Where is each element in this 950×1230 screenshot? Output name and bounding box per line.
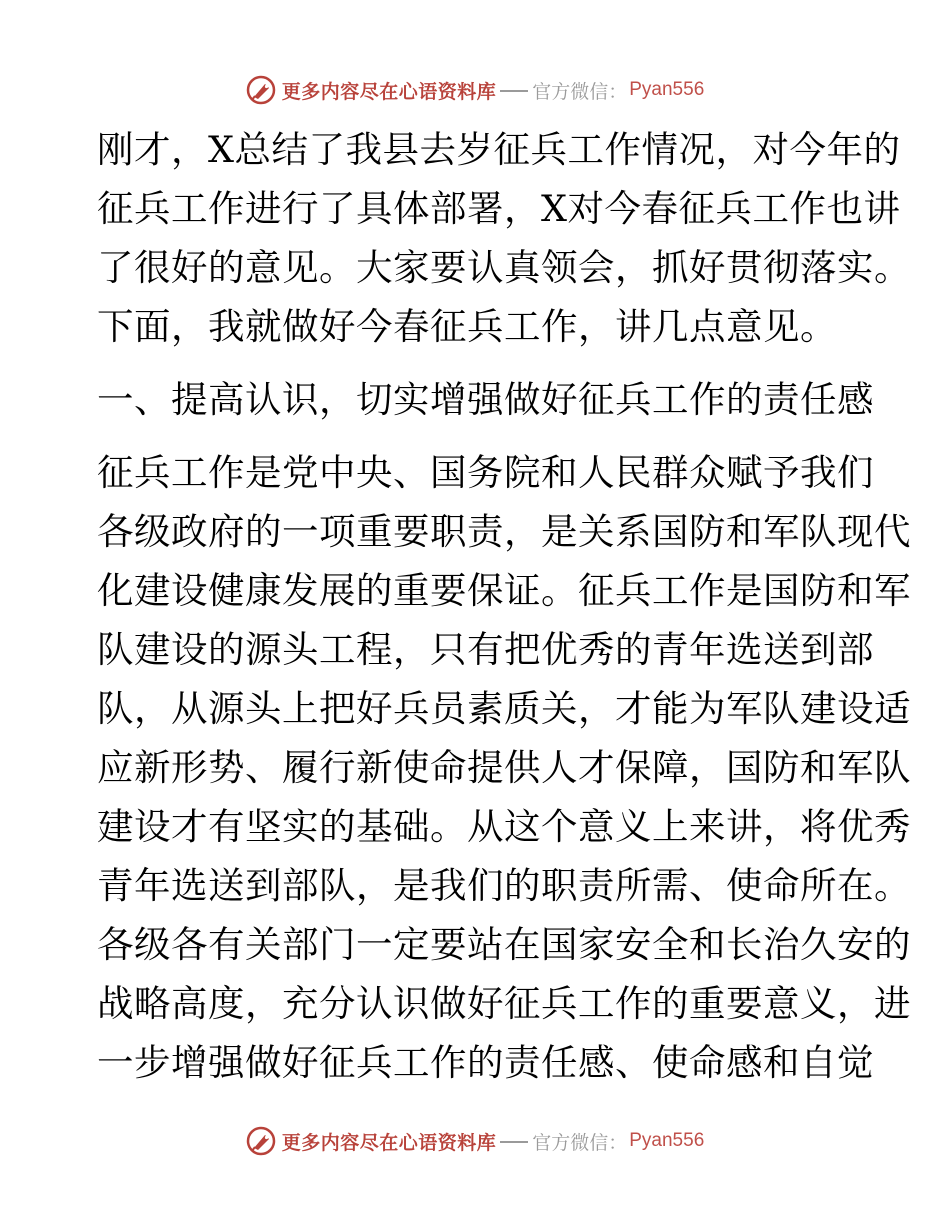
text-line: 一步增强做好征兵工作的责任感、使命感和自觉 [97, 1041, 874, 1084]
header-watermark [0, 70, 950, 110]
text-line: 征兵工作进行了具体部署，X对今春征兵工作也讲 [97, 187, 901, 230]
spacer [97, 356, 857, 370]
pen-nib-logo-icon [246, 1126, 276, 1156]
text-line: 队建设的源头工程，只有把优秀的青年选送到部 [97, 628, 874, 671]
text-line: 了很好的意见。大家要认真领会，抓好贯彻落实。 [97, 246, 911, 289]
text-line: 队，从源头上把好兵员素质关，才能为军队建设适 [97, 687, 911, 730]
spacer [97, 429, 857, 443]
intro-paragraph [97, 120, 911, 356]
watermark-wechat-label: 官方微信： [532, 1131, 628, 1154]
text-line: 战略高度，充分认识做好征兵工作的重要意义，进 [97, 982, 911, 1025]
section-heading: 一、提高认识，切实增强做好征兵工作的责任感 [97, 378, 874, 421]
text-line: 建设才有坚实的基础。从这个意义上来讲，将优秀 [97, 805, 911, 848]
watermark-wechat-id: Pyan556 [629, 79, 705, 100]
body-paragraph [97, 443, 911, 1092]
text-line: 各级政府的一项重要职责，是关系国防和军队现代 [97, 510, 911, 553]
watermark-wechat-id: Pyan556 [629, 1130, 705, 1151]
watermark-wechat-label: 官方微信： [532, 80, 628, 103]
watermark-dash [500, 1141, 528, 1143]
text-line: 青年选送到部队，是我们的职责所需、使命所在。 [97, 864, 911, 907]
watermark-dash [500, 90, 528, 92]
text-line: 刚才，X总结了我县去岁征兵工作情况，对今年的 [97, 128, 901, 171]
document-body [97, 120, 911, 1092]
text-line: 各级各有关部门一定要站在国家安全和长治久安的 [97, 923, 911, 966]
pen-nib-logo-icon [246, 75, 276, 105]
watermark-brand-text: 更多内容尽在心语资料库 [281, 1131, 497, 1154]
text-line: 应新形势、履行新使命提供人才保障，国防和军队 [97, 746, 911, 789]
footer-watermark [0, 1121, 950, 1161]
watermark-brand-text: 更多内容尽在心语资料库 [281, 80, 497, 103]
text-line: 下面，我就做好今春征兵工作，讲几点意见。 [97, 305, 837, 348]
text-line: 化建设健康发展的重要保证。征兵工作是国防和军 [97, 569, 911, 612]
text-line: 征兵工作是党中央、国务院和人民群众赋予我们 [97, 451, 874, 494]
